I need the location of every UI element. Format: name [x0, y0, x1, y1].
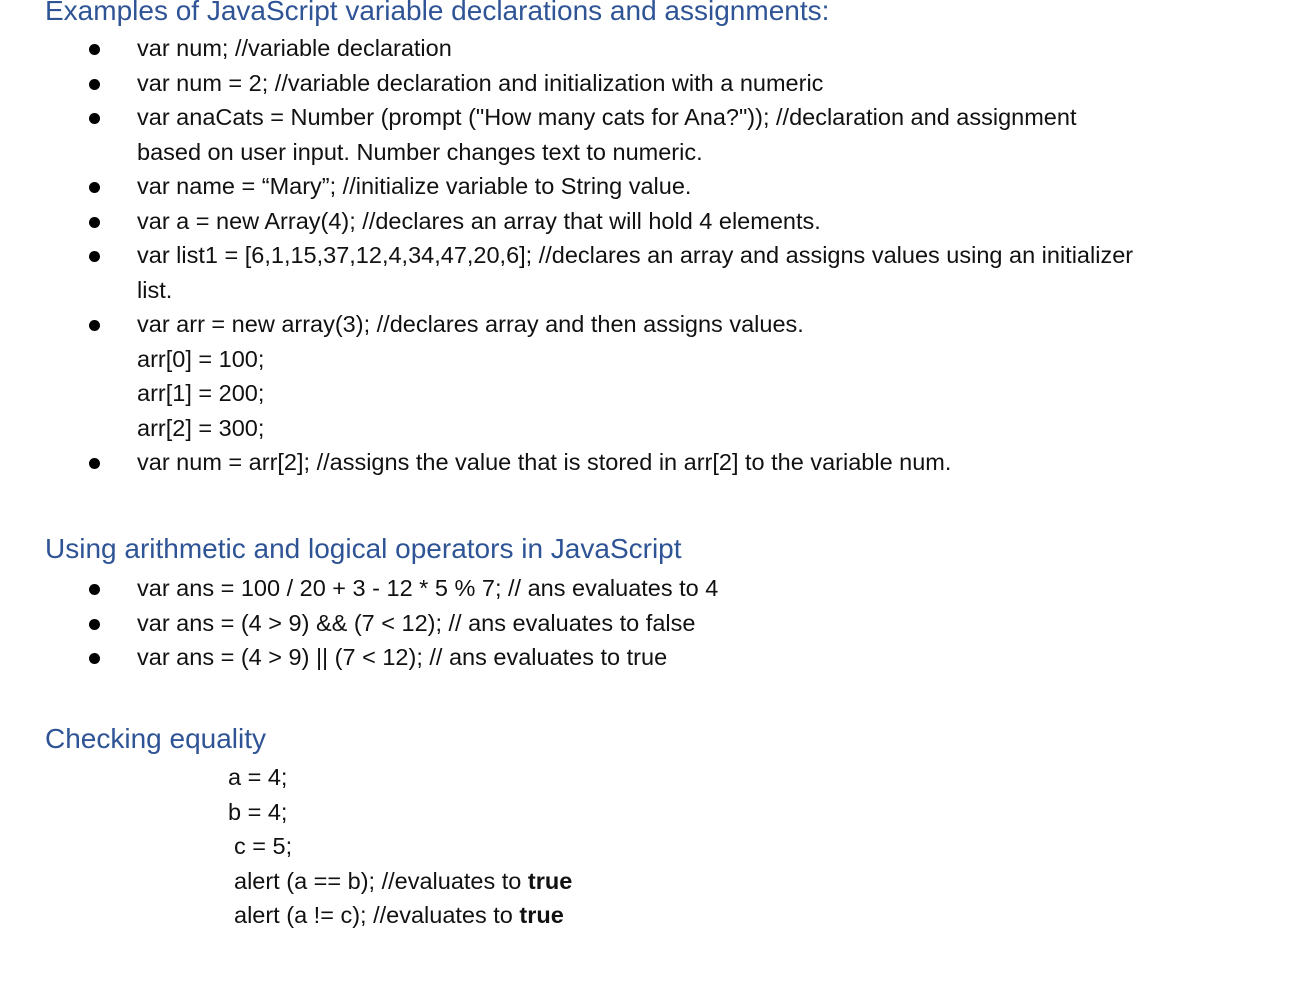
list-item	[0, 606, 1247, 641]
alert-not-equal-result: true	[519, 902, 564, 928]
code-line-c: c = 5;	[234, 833, 293, 859]
bullet-icon	[89, 217, 100, 228]
list-item-text-continued: arr[2] = 300;	[137, 414, 265, 441]
operators-list	[0, 571, 1247, 675]
list-item-text-continued: based on user input. Number changes text to numeric.	[137, 138, 703, 165]
list-item-text: var ans = 100 / 20 + 3 - 12 * 5 % 7; // ans evaluates to 4	[137, 575, 719, 601]
list-item-text-continued: list.	[137, 276, 173, 303]
bullet-icon	[89, 619, 100, 630]
list-item	[0, 66, 1247, 101]
code-line-alert-not-equal	[228, 898, 572, 933]
bullet-icon	[89, 320, 100, 331]
list-item-text: var num = 2; //variable declaration and initialization with a numeric	[137, 69, 824, 96]
bullet-icon	[89, 251, 100, 262]
declarations-list	[0, 31, 1247, 480]
list-item	[0, 31, 1247, 66]
bullet-icon	[89, 458, 100, 469]
alert-equal-text: alert (a == b); //evaluates to	[234, 867, 528, 894]
list-item-text-continued: arr[0] = 100;	[137, 345, 265, 372]
list-item-text: var ans = (4 > 9) && (7 < 12); // ans evaluates to false	[137, 609, 696, 636]
alert-equal-result: true	[527, 867, 573, 894]
list-item	[0, 204, 1247, 239]
list-item-text: var anaCats = Number (prompt ("How many cats for Ana?")); //declaration and assignment	[137, 104, 1077, 130]
list-item-text: var a = new Array(4); //declares an array that will hold 4 elements.	[137, 207, 821, 234]
code-line-alert-equal	[228, 864, 572, 899]
bullet-icon	[89, 182, 100, 193]
code-line-b: b = 4;	[228, 798, 288, 825]
bullet-icon	[89, 113, 100, 124]
list-item	[0, 169, 1247, 204]
alert-not-equal-text: alert (a != c); //evaluates to	[234, 902, 520, 928]
list-item	[0, 445, 1247, 480]
heading-declarations: Examples of JavaScript variable declarations and assignments:	[45, 0, 830, 26]
bullet-icon	[89, 79, 100, 90]
list-item-text: var num; //variable declaration	[137, 35, 452, 61]
list-item-text-continued: arr[1] = 200;	[137, 380, 265, 406]
list-item-text: var arr = new array(3); //declares array and then assigns values.	[137, 311, 804, 337]
list-item-text: var list1 = [6,1,15,37,12,4,34,47,20,6]; //declares an array and assigns values using an initializer	[137, 242, 1134, 268]
equality-code-block	[228, 760, 572, 933]
list-item	[0, 100, 1247, 169]
list-item-text: var name = “Mary”; //initialize variable to String value.	[137, 173, 692, 199]
list-item-text: var ans = (4 > 9) || (7 < 12); // ans evaluates to true	[137, 644, 668, 670]
heading-equality: Checking equality	[45, 723, 267, 754]
list-item	[0, 571, 1247, 606]
bullet-icon	[89, 653, 100, 664]
list-item	[0, 307, 1247, 445]
list-item-text: var num = arr[2]; //assigns the value that is stored in arr[2] to the variable num.	[137, 449, 952, 475]
bullet-icon	[89, 584, 100, 595]
list-item	[0, 238, 1247, 307]
list-item	[0, 640, 1247, 675]
code-line-a: a = 4;	[228, 764, 288, 790]
bullet-icon	[89, 44, 100, 55]
heading-operators: Using arithmetic and logical operators in JavaScript	[45, 533, 682, 564]
